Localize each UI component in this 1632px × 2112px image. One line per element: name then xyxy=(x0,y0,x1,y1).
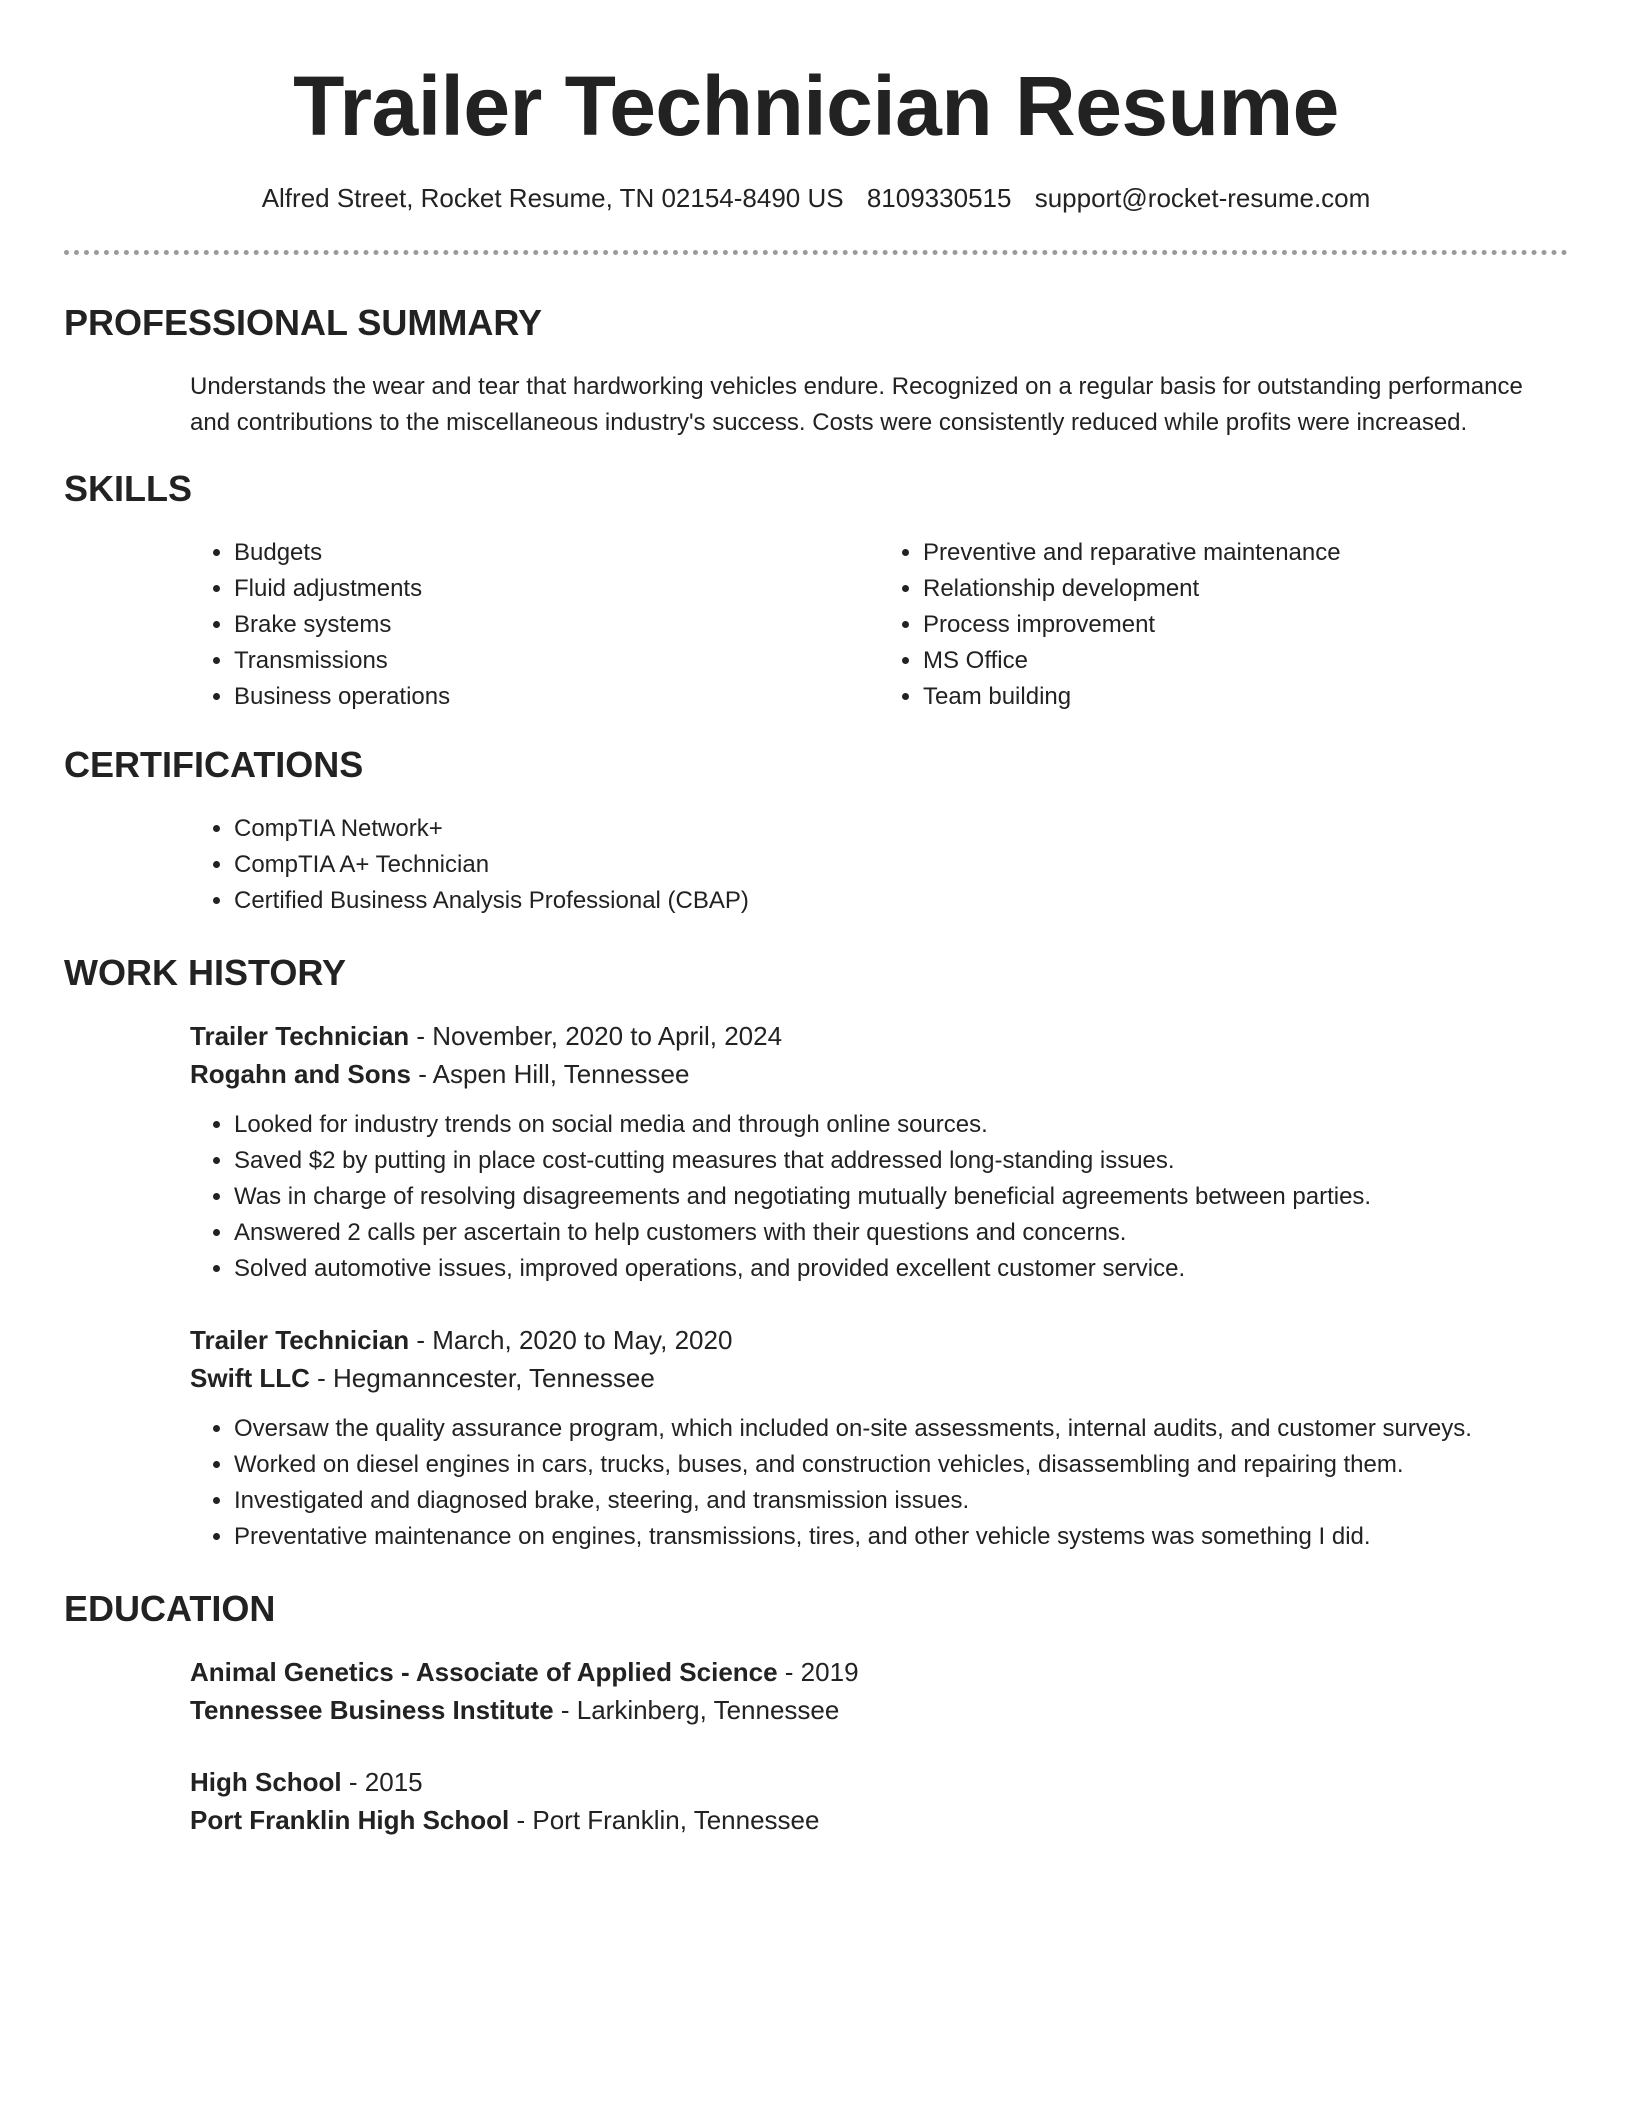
list-item: • Saved $2 by putting in place cost-cutting measures that addressed long-standing issues. xyxy=(234,1143,1568,1179)
skills-list-right xyxy=(879,535,1568,715)
education-school-line xyxy=(190,1801,1568,1839)
contact-phone: 8109330515 xyxy=(866,183,1012,213)
list-item: • Relationship development xyxy=(923,571,1568,607)
job-company: Rogahn and Sons xyxy=(190,1059,411,1089)
summary-text: Understands the wear and tear that hardworking vehicles endure. Recognized on a regular basis for outstanding performance and contributions to the miscellaneous industry's success. Costs were consistently reduced while profits were increased. xyxy=(190,373,1523,436)
list-item: • Process improvement xyxy=(923,607,1568,643)
job-title: Trailer Technician xyxy=(190,1325,410,1355)
skills-section xyxy=(64,467,1568,715)
education-school: Tennessee Business Institute xyxy=(190,1695,554,1725)
list-item: • Oversaw the quality assurance program, which included on-site assessments, internal audits, and customer surveys. xyxy=(234,1411,1568,1447)
list-item: • Fluid adjustments xyxy=(234,571,879,607)
contact-line xyxy=(64,180,1568,216)
education-entry xyxy=(190,1763,1568,1839)
job-company: Swift LLC xyxy=(190,1363,310,1393)
contact-email: support@rocket-resume.com xyxy=(1034,183,1371,213)
education-degree-line xyxy=(190,1763,1568,1801)
list-item: • Solved automotive issues, improved operations, and provided excellent customer service. xyxy=(234,1251,1568,1287)
education-school-line xyxy=(190,1691,1568,1729)
resume-page xyxy=(64,0,1568,1839)
work-heading: WORK HISTORY xyxy=(64,952,347,993)
job-entry xyxy=(190,1321,1568,1397)
summary-heading: PROFESSIONAL SUMMARY xyxy=(64,302,543,343)
education-location: - Port Franklin, Tennessee xyxy=(509,1805,820,1835)
job-dates: - March, 2020 to May, 2020 xyxy=(409,1325,733,1355)
job-dates: - November, 2020 to April, 2024 xyxy=(409,1021,783,1051)
summary-section xyxy=(64,301,1568,441)
job-company-line xyxy=(190,1055,1568,1093)
job-bullets xyxy=(190,1411,1568,1555)
education-degree: Animal Genetics - Associate of Applied Science xyxy=(190,1657,778,1687)
list-item: • Investigated and diagnosed brake, steering, and transmission issues. xyxy=(234,1483,1568,1519)
job-title-line xyxy=(190,1321,1568,1359)
job-entry xyxy=(190,1017,1568,1093)
resume-title: Trailer Technician Resume xyxy=(293,59,1339,153)
skills-heading: SKILLS xyxy=(64,468,193,509)
list-item: • Business operations xyxy=(234,679,879,715)
list-item: • Was in charge of resolving disagreements and negotiating mutually beneficial agreements between parties. xyxy=(234,1179,1568,1215)
list-item: • Brake systems xyxy=(234,607,879,643)
education-section xyxy=(64,1587,1568,1839)
education-degree: High School xyxy=(190,1767,342,1797)
work-section xyxy=(64,951,1568,1555)
list-item: • Preventative maintenance on engines, transmissions, tires, and other vehicle systems was something I did. xyxy=(234,1519,1568,1555)
job-company-line xyxy=(190,1359,1568,1397)
job-title: Trailer Technician xyxy=(190,1021,410,1051)
job-title-line xyxy=(190,1017,1568,1055)
education-school: Port Franklin High School xyxy=(190,1805,510,1835)
job-location: - Hegmanncester, Tennessee xyxy=(309,1363,655,1393)
certifications-heading: CERTIFICATIONS xyxy=(64,744,364,785)
header-divider xyxy=(64,250,1568,255)
list-item: • Worked on diesel engines in cars, trucks, buses, and construction vehicles, disassembling and repairing them. xyxy=(234,1447,1568,1483)
skills-columns xyxy=(190,535,1568,715)
certifications-section xyxy=(64,743,1568,919)
list-item: • Certified Business Analysis Professional (CBAP) xyxy=(234,883,1568,919)
education-year: - 2015 xyxy=(341,1767,423,1797)
education-year: - 2019 xyxy=(777,1657,859,1687)
skills-list-left xyxy=(190,535,879,715)
education-heading: EDUCATION xyxy=(64,1588,276,1629)
list-item: • Team building xyxy=(923,679,1568,715)
education-location: - Larkinberg, Tennessee xyxy=(553,1695,840,1725)
education-degree-line xyxy=(190,1653,1568,1691)
education-entry xyxy=(190,1653,1568,1729)
list-item: • CompTIA Network+ xyxy=(234,811,1568,847)
list-item: • CompTIA A+ Technician xyxy=(234,847,1568,883)
job-location: - Aspen Hill, Tennessee xyxy=(411,1059,690,1089)
list-item: • Transmissions xyxy=(234,643,879,679)
list-item: • Answered 2 calls per ascertain to help customers with their questions and concerns. xyxy=(234,1215,1568,1251)
list-item: • Preventive and reparative maintenance xyxy=(923,535,1568,571)
list-item: • MS Office xyxy=(923,643,1568,679)
job-bullets xyxy=(190,1107,1568,1287)
contact-address: Alfred Street, Rocket Resume, TN 02154-8490 US xyxy=(261,183,844,213)
list-item: • Budgets xyxy=(234,535,879,571)
certifications-list xyxy=(190,811,1568,919)
list-item: • Looked for industry trends on social media and through online sources. xyxy=(234,1107,1568,1143)
